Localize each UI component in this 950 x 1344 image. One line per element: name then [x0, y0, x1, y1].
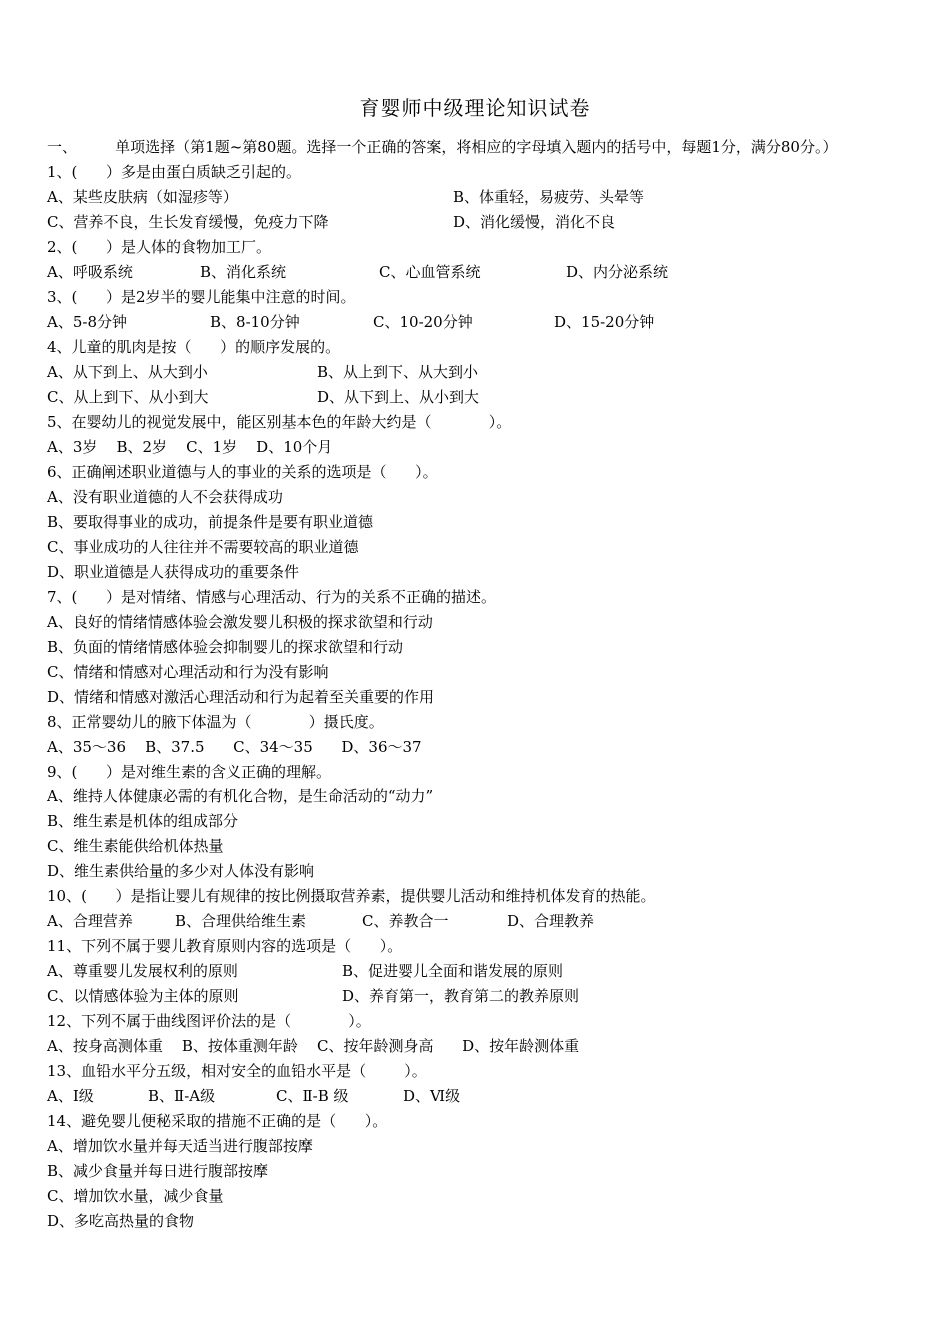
option: C、10-20分钟 [373, 313, 473, 331]
question-stem: 3、( ）是2岁半的婴儿能集中注意的时间。 [47, 288, 356, 306]
option: A、呼吸系统 [47, 263, 133, 281]
question-stem: 14、避免婴儿便秘采取的措施不正确的是（ ）。 [47, 1112, 388, 1130]
option: A、按身高测体重 B、按体重测年龄 C、按年龄测身高 D、按年龄测体重 [47, 1037, 580, 1055]
option: A、Ⅰ级 [47, 1087, 94, 1105]
option: B、负面的情绪情感体验会抑制婴儿的探求欲望和行动 [47, 638, 404, 656]
option: B、从上到下、从大到小 [317, 363, 479, 381]
question-stem: 4、儿童的肌肉是按（ ）的顺序发展的。 [47, 338, 341, 356]
option: D、内分泌系统 [566, 263, 669, 281]
question-stem: 7、( ）是对情绪、情感与心理活动、行为的关系不正确的描述。 [47, 588, 497, 606]
option: D、15-20分钟 [554, 313, 655, 331]
question-stem: 2、( ）是人体的食物加工厂。 [47, 238, 272, 256]
option: B、维生素是机体的组成部分 [47, 812, 239, 830]
option: B、体重轻，易疲劳、头晕等 [453, 188, 645, 206]
question-stem: 8、正常婴幼儿的腋下体温为（ ）摄氏度。 [47, 713, 384, 731]
option: C、以情感体验为主体的原则 [47, 987, 239, 1005]
question-stem: 6、正确阐述职业道德与人的事业的关系的选项是（ ）。 [47, 463, 438, 481]
option: D、养育第一，教育第二的教养原则 [342, 987, 580, 1005]
section-heading: 一、 单项选择（第1题~第80题。选择一个正确的答案，将相应的字母填入题内的括号中，每题1分，满分80分。） [47, 138, 838, 156]
option: A、从下到上、从大到小 [47, 363, 208, 381]
option: D、消化缓慢，消化不良 [453, 213, 616, 231]
option: B、要取得事业的成功，前提条件是要有职业道德 [47, 513, 374, 531]
option: A、增加饮水量并每天适当进行腹部按摩 [47, 1137, 313, 1155]
option: B、促进婴儿全面和谐发展的原则 [342, 962, 564, 980]
option: C、心血管系统 [379, 263, 481, 281]
option: B、减少食量并每日进行腹部按摩 [47, 1162, 269, 1180]
option: A、3岁 B、2岁 C、1岁 D、10个月 [47, 438, 333, 456]
question-stem: 5、在婴幼儿的视觉发展中，能区别基本色的年龄大约是（ ）。 [47, 413, 512, 431]
option: B、合理供给维生素 [175, 912, 307, 930]
option: A、合理营养 [47, 912, 133, 930]
question-stem: 9、( ）是对维生素的含义正确的理解。 [47, 763, 332, 781]
option: C、情绪和情感对心理活动和行为没有影响 [47, 663, 329, 681]
option: A、5-8分钟 [47, 313, 127, 331]
option: D、职业道德是人获得成功的重要条件 [47, 563, 300, 581]
page-title: 育婴师中级理论知识试卷 [359, 96, 591, 120]
option: A、某些皮肤病（如湿疹等） [47, 188, 238, 206]
option: A、35～36 B、37.5 C、34～35 D、36～37 [47, 738, 422, 756]
option: C、从上到下、从小到大 [47, 388, 209, 406]
option: D、多吃高热量的食物 [47, 1212, 195, 1230]
option: B、8-10分钟 [210, 313, 300, 331]
option: A、良好的情绪情感体验会激发婴儿积极的探求欲望和行动 [47, 613, 433, 631]
option: C、营养不良，生长发育缓慢，免疫力下降 [47, 213, 329, 231]
option: C、事业成功的人往往并不需要较高的职业道德 [47, 538, 359, 556]
question-stem: 1、( ）多是由蛋白质缺乏引起的。 [47, 163, 302, 181]
option: C、养教合一 [362, 912, 449, 930]
option: D、情绪和情感对激活心理活动和行为起着至关重要的作用 [47, 688, 435, 706]
question-stem: 11、下列不属于婴儿教育原则内容的选项是（ ）。 [47, 937, 403, 955]
option: D、从下到上、从小到大 [317, 388, 480, 406]
option: C、Ⅱ-B 级 [276, 1087, 349, 1105]
option: B、Ⅱ-A级 [148, 1087, 216, 1105]
question-stem: 13、血铅水平分五级，相对安全的血铅水平是（ ）。 [47, 1062, 427, 1080]
option: A、没有职业道德的人不会获得成功 [47, 488, 283, 506]
option: A、维持人体健康必需的有机化合物，是生命活动的“动力” [47, 787, 434, 805]
option: B、消化系统 [200, 263, 287, 281]
option: D、维生素供给量的多少对人体没有影响 [47, 862, 315, 880]
option: D、Ⅵ级 [403, 1087, 461, 1105]
option: D、合理教养 [507, 912, 595, 930]
question-stem: 12、下列不属于曲线图评价法的是（ ）。 [47, 1012, 371, 1030]
option: A、尊重婴儿发展权利的原则 [47, 962, 238, 980]
option: C、增加饮水量，减少食量 [47, 1187, 224, 1205]
question-stem: 10、( ）是指让婴儿有规律的按比例摄取营养素，提供婴儿活动和维持机体发育的热能。 [47, 887, 656, 905]
option: C、维生素能供给机体热量 [47, 837, 224, 855]
